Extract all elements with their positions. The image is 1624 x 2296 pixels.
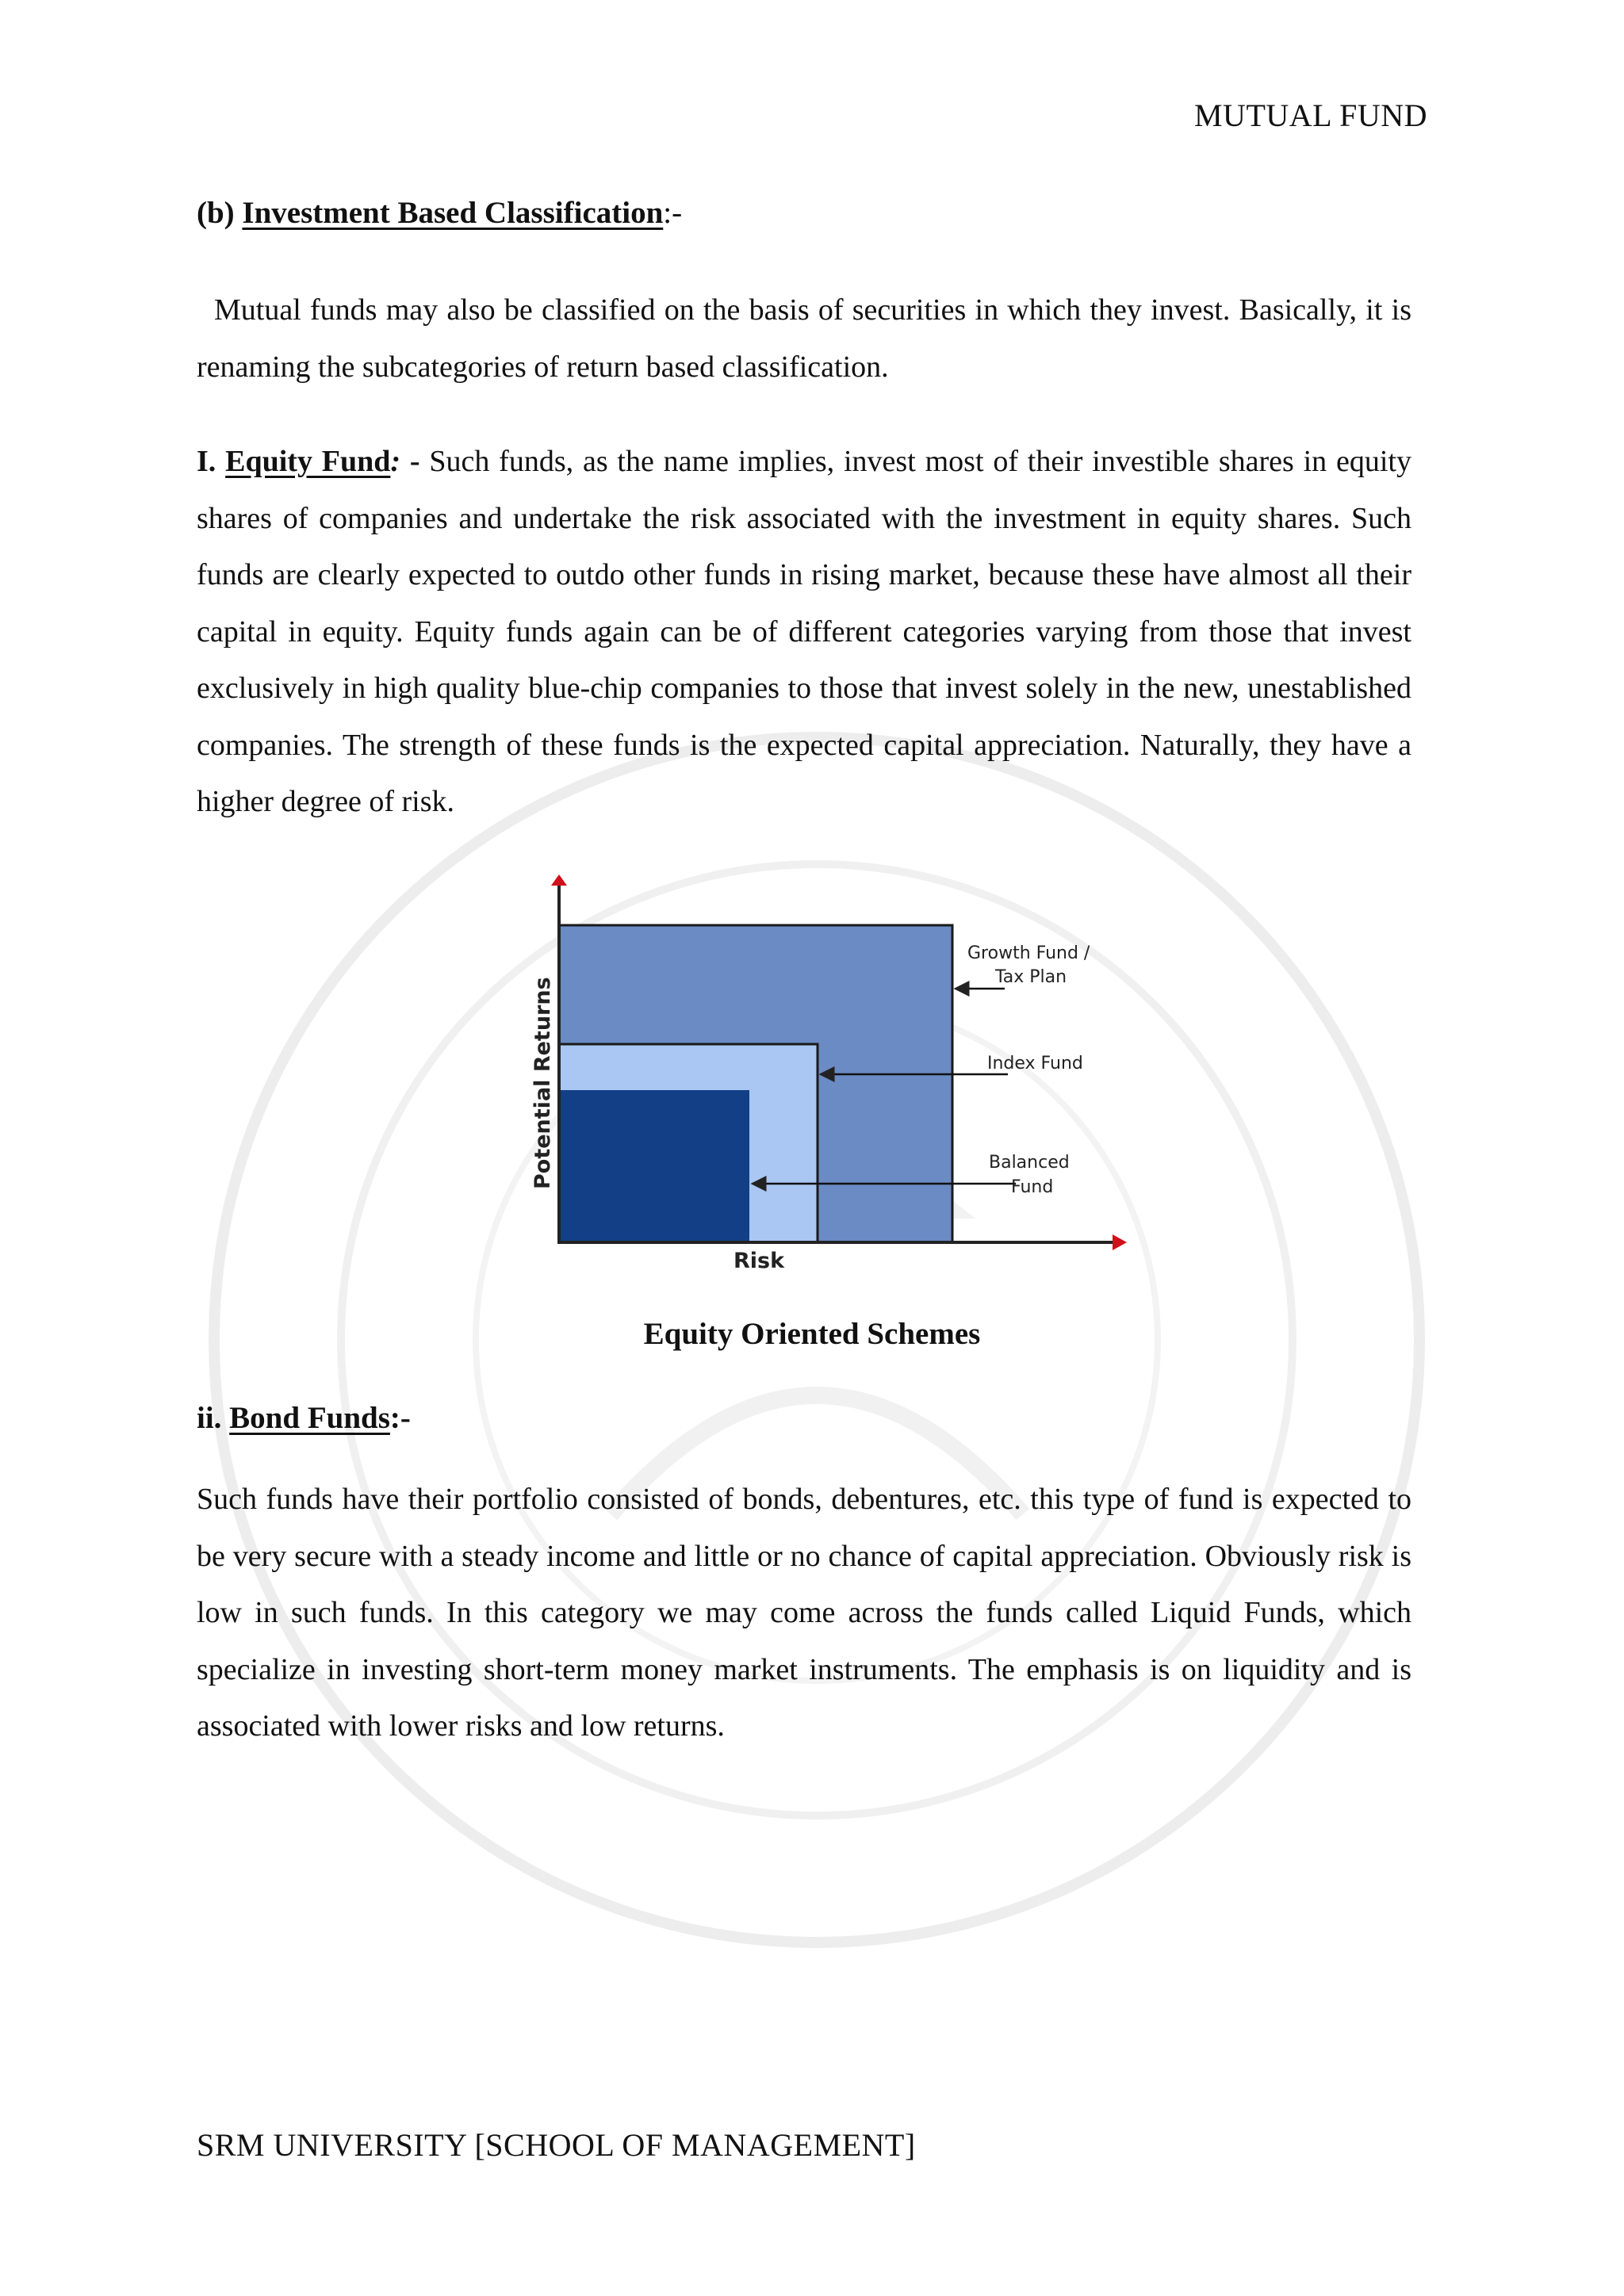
section-heading-investment: (b) Investment Based Classification:- <box>197 196 683 230</box>
balanced-fund-label-2: Fund <box>1011 1177 1054 1197</box>
equity-fund-body: Such funds, as the name implies, invest most of their investible shares in equity shares of companies and undertake the risk associated with the investment in equity shares. Such funds are clearly expected to outdo other funds in rising market, because these have almost all their capital in equity. Equity funds again can be of different categories varying from those that invest exclusively in high quality blue-chip companies to those that invest solely in the new, unestablished companies. The strength of these funds is the expected capital appreciation. Naturally, they have a higher degree of risk. <box>197 445 1411 818</box>
page-header: MUTUAL FUND <box>1193 98 1427 133</box>
bond-funds-paragraph: Such funds have their portfolio consisted of bonds, debentures, etc. this type of fund is expected to be very secure with a steady income and little or no chance of capital appreciation. Obviously risk is low in such funds. In this category we may come across the funds called Liquid Funds, which specialize in investing short-term money market instruments. The emphasis is on liquidity and is associated with lower risks and low returns. <box>197 1483 1411 1743</box>
x-axis-label: Risk <box>733 1249 785 1273</box>
index-fund-label: Index Fund <box>987 1054 1083 1073</box>
intro-paragraph: Mutual funds may also be classified on the basis of securities in which they invest. Basically, it is renaming the subcategories of return based classification. <box>197 293 1411 384</box>
x-axis-arrowhead <box>1113 1234 1127 1250</box>
section-heading-bond: ii. Bond Funds:- <box>197 1401 411 1435</box>
equity-fund-title: Equity Fund <box>225 445 391 478</box>
bond-funds-title: Bond Funds <box>229 1401 390 1435</box>
figure-caption: Equity Oriented Schemes <box>643 1317 981 1351</box>
growth-fund-label-2: Tax Plan <box>995 967 1067 987</box>
page-footer: SRM UNIVERSITY [SCHOOL OF MANAGEMENT] <box>197 2127 916 2163</box>
balanced-fund-box <box>559 1090 749 1242</box>
section-title: Investment Based Classification <box>242 196 664 230</box>
equity-schemes-figure <box>519 868 1130 1280</box>
balanced-fund-label-1: Balanced <box>989 1153 1070 1173</box>
y-axis-label: Potential Returns <box>530 977 555 1189</box>
y-axis-arrowhead <box>551 874 567 886</box>
growth-fund-label-1: Growth Fund / <box>967 943 1090 963</box>
equity-fund-paragraph: I. Equity Fund: - Such funds, as the name implies, invest most of their investible shares in equity shares of companies and undertake the risk associated with the investment in equity shares. Such funds are clearly expected to outdo other funds in rising market, because these have almost all their capital in equity. Equity funds again can be of different categories varying from those that invest exclusively in high quality blue-chip companies to those that invest solely in the new, unestablished companies. The strength of these funds is the expected capital appreciation. Naturally, they have a higher degree of risk. <box>197 445 1411 818</box>
